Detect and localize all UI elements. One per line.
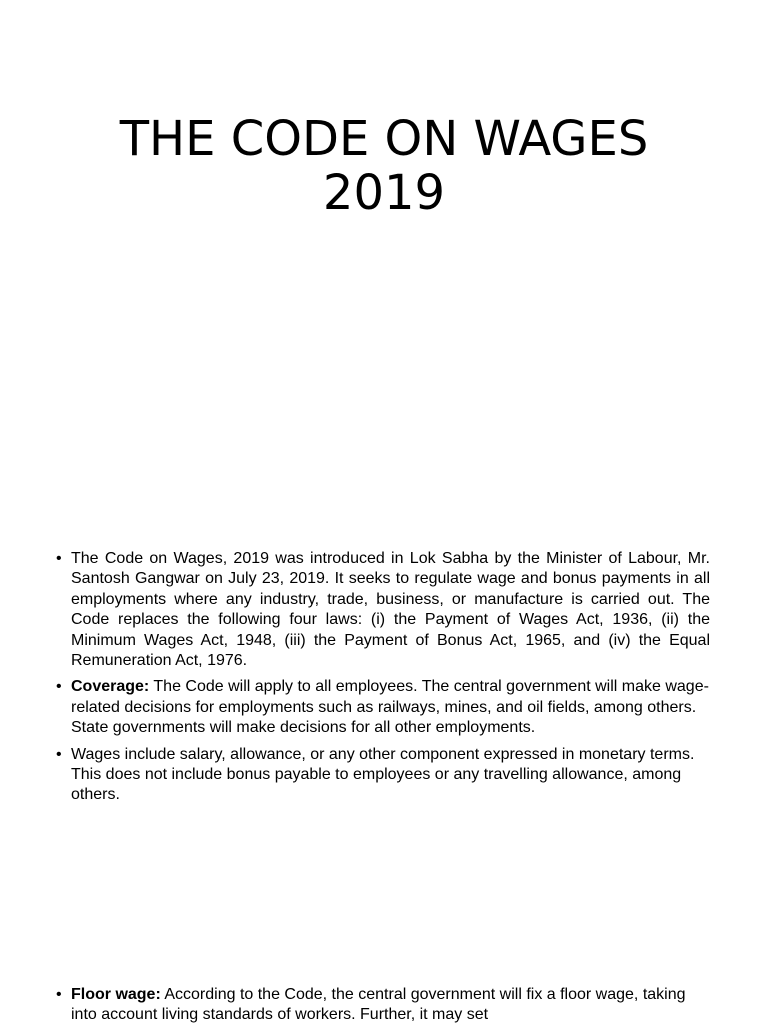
bullet-dot-icon: • [56,986,62,1003]
bullet-dot-icon: • [56,745,62,763]
bullet-text: Wages include salary, allowance, or any other component expressed in monetary terms. This does not include bonus payable to employees or any travelling allowance, among others. [71,745,695,804]
content-bullet-list-continued [52,985,710,1024]
bullet-wages-definition [52,745,710,806]
title-line-1: THE CODE ON WAGES [119,111,649,167]
bullet-coverage [52,677,710,738]
bullet-lead: Coverage: [71,678,150,696]
bullet-lead: Floor wage: [71,986,161,1003]
bullet-dot-icon: • [56,678,62,696]
content-bullet-list [52,549,710,812]
bullet-dot-icon: • [56,550,62,567]
slide-title [0,112,768,220]
title-line-2: 2019 [322,165,446,221]
bullet-introduction [52,549,710,671]
bullet-floor-wage [52,985,710,1024]
bullet-text: The Code will apply to all employees. The central government will make wage-related decisions for employments such as railways, mines, and oil fields, among others. State governments will make decisions for all other employments. [71,678,709,737]
bullet-text: According to the Code, the central government will fix a floor wage, taking into account living standards of workers. Further, it may set [71,986,686,1024]
bullet-text: The Code on Wages, 2019 was introduced in Lok Sabha by the Minister of Labour, Mr. Santosh Gangwar on July 23, 2019. It seeks to regulate wage and bonus payments in all employments where any industry, trade, business, or manufacture is carried out. The Code replaces the following four laws: (i) the Payment of Wages Act, 1936, (ii) the Minimum Wages Act, 1948, (iii) the Payment of Bonus Act, 1965, and (iv) the Equal Remuneration Act, 1976. [71,550,710,670]
